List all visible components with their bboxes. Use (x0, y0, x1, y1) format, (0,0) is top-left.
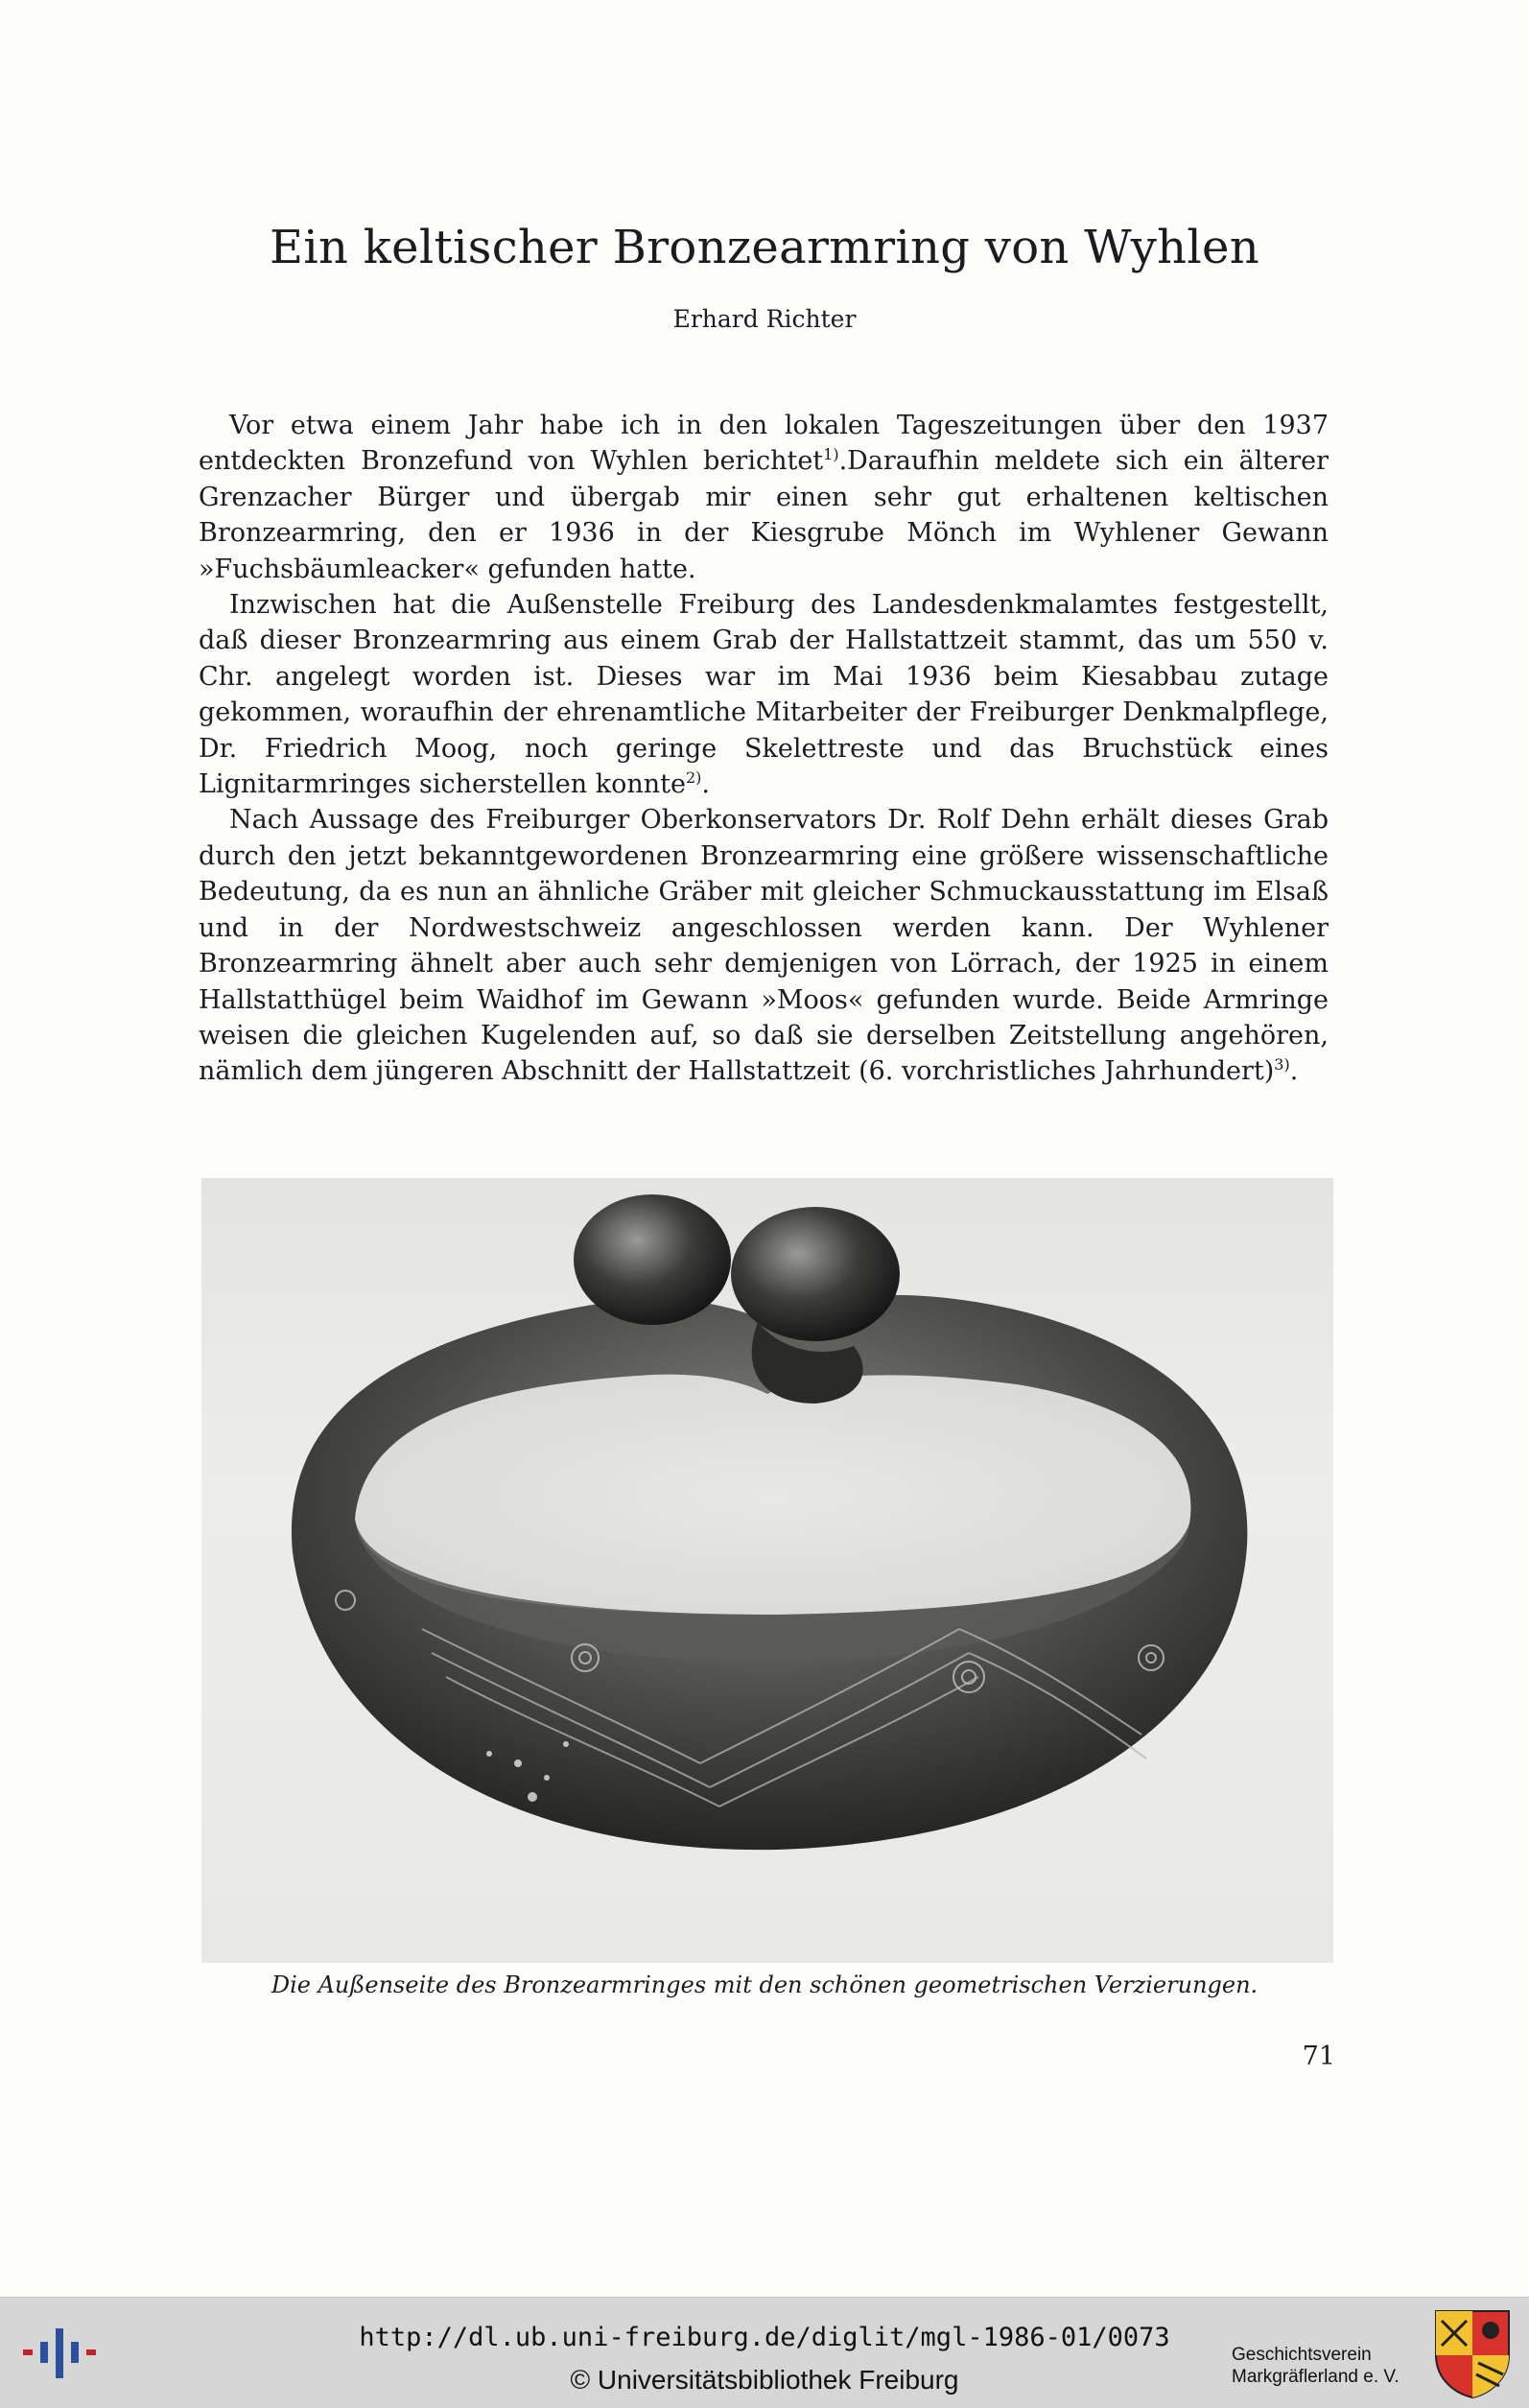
paragraph-text: Vor etwa einem Jahr habe ich in den lokalen Tageszeitungen über den 1937 entdeckten Bronzefund von Wyhlen berichtet (199, 411, 1329, 477)
ring-inner-opening (355, 1375, 1190, 1615)
footnote-ref: 3) (1274, 1055, 1290, 1074)
article-body (199, 408, 1329, 1090)
article-author: Erhard Richter (672, 305, 857, 333)
paragraph-tail: . (1289, 1056, 1299, 1087)
bronze-armring-photo (201, 1178, 1333, 1963)
digital-library-link[interactable]: http://dl.ub.uni-freiburg.de/diglit/mgl-1986-01/0073 (359, 2323, 1170, 2352)
paragraph (199, 587, 1329, 802)
society-name (1232, 2344, 1404, 2388)
figure-caption: Die Außenseite des Bronzearmringes mit den schönen geometrischen Verzierungen. (271, 1971, 1258, 1998)
copyright-notice: © Universitätsbibliothek Freiburg (570, 2365, 959, 2395)
paragraph-text: Nach Aussage des Freiburger Oberkonservators Dr. Rolf Dehn erhält dieses Grab durch den jetzt bekanntgewordenen Bronzearmring eine größere wissenschaftliche Bedeutung, da es nun an ähnliche Gräber mit gleicher Schmuckausstattung im Elsaß und in der Nordwestschweiz angeschlossen werden kann. Der Wyhlener Bronzearmring ähnelt aber auch sehr demjenigen von Lörrach, der 1925 in einem Hallstatthügel beim Waidhof im Gewann »Moos« gefunden wurde. Beide Armringe weisen die gleichen Kugelenden auf, so daß sie derselben Zeitstellung angehören, nämlich dem jüngeren Abschnitt der Hallstattzeit (6. vorchristliches Jahrhundert) (199, 805, 1329, 1087)
paragraph (199, 408, 1329, 587)
paragraph-tail: .Daraufhin meldete sich ein älterer Grenzacher Bürger und übergab mir einen sehr gut erhaltenen keltischen Bronzearmring, den er 1936 in der Kiesgrube Mönch im Wyhlener Gewann »Fuchsbäumleacker« gefunden hatte. (199, 446, 1329, 584)
paragraph (199, 802, 1329, 1089)
page-number: 71 (1302, 2042, 1335, 2071)
ring-knob-right (731, 1207, 900, 1341)
coat-of-arms-icon (1432, 2307, 1513, 2399)
ring-knob-left (574, 1194, 731, 1325)
footnote-ref: 2) (685, 768, 702, 788)
paragraph-tail: . (701, 769, 710, 800)
society-name-line2: Markgräflerland e. V. (1232, 2367, 1400, 2387)
paragraph-text: Inzwischen hat die Außenstelle Freiburg des Landesdenkmalamtes festgestellt, daß dieser Bronzearmring aus einem Grab der Hallstattzeit stammt, das um 550 v. Chr. angelegt worden ist. Dieses war im Mai 1936 beim Kiesabbau zutage gekommen, woraufhin der ehrenamtliche Mitarbeiter der Freiburger Denkmalpflege, Dr. Friedrich Moog, noch geringe Skelettreste und das Bruchstück eines Lignitarmringes sicherstellen konnte (199, 590, 1329, 800)
society-name-line1: Geschichtsverein (1232, 2345, 1372, 2365)
library-footer (0, 2297, 1529, 2408)
footnote-ref: 1) (823, 445, 839, 464)
article-title: Ein keltischer Bronzearmring von Wyhlen (270, 221, 1259, 274)
armring-illustration (201, 1178, 1333, 1963)
